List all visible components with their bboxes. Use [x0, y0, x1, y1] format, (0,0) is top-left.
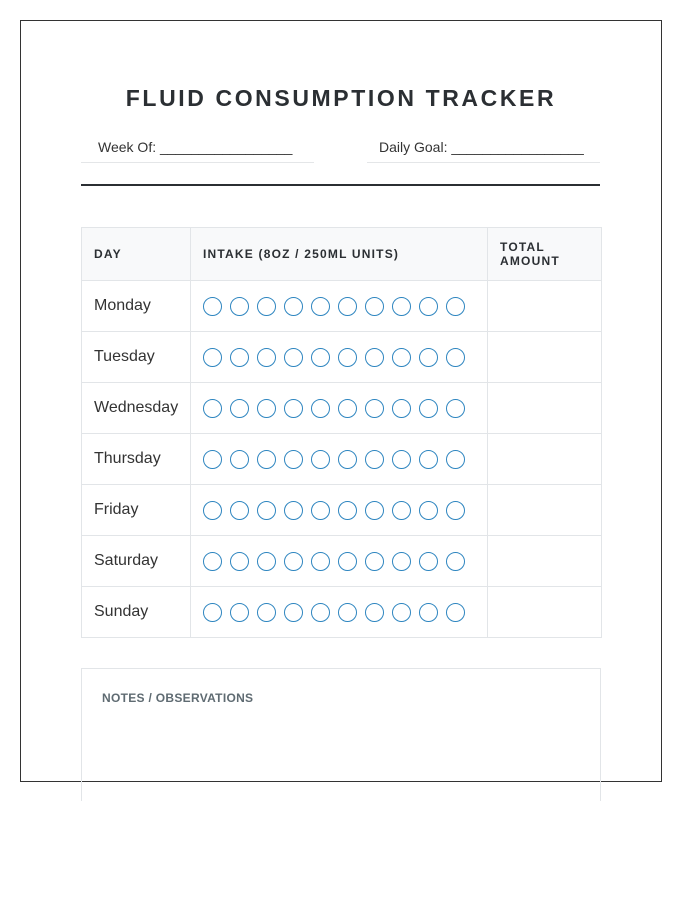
intake-unit-circle-icon[interactable] — [446, 603, 465, 622]
intake-unit-circle-icon[interactable] — [230, 399, 249, 418]
intake-unit-circle-icon[interactable] — [419, 450, 438, 469]
intake-circles — [203, 348, 475, 367]
intake-unit-circle-icon[interactable] — [257, 501, 276, 520]
total-amount-cell[interactable] — [488, 434, 602, 485]
table-header-row — [82, 228, 602, 281]
intake-unit-circle-icon[interactable] — [257, 399, 276, 418]
intake-unit-circle-icon[interactable] — [419, 348, 438, 367]
intake-unit-circle-icon[interactable] — [311, 552, 330, 571]
intake-unit-circle-icon[interactable] — [365, 501, 384, 520]
intake-unit-circle-icon[interactable] — [203, 297, 222, 316]
intake-unit-circle-icon[interactable] — [203, 348, 222, 367]
table-row — [82, 485, 602, 536]
intake-unit-circle-icon[interactable] — [203, 399, 222, 418]
intake-unit-circle-icon[interactable] — [230, 450, 249, 469]
intake-cell — [191, 536, 488, 587]
intake-unit-circle-icon[interactable] — [284, 603, 303, 622]
column-header-day: DAY — [82, 228, 191, 281]
intake-circles — [203, 552, 475, 571]
intake-unit-circle-icon[interactable] — [419, 603, 438, 622]
intake-unit-circle-icon[interactable] — [419, 552, 438, 571]
intake-unit-circle-icon[interactable] — [365, 552, 384, 571]
daily-goal-blank[interactable]: _________________ — [451, 139, 584, 155]
table-row — [82, 332, 602, 383]
intake-unit-circle-icon[interactable] — [419, 297, 438, 316]
intake-unit-circle-icon[interactable] — [284, 450, 303, 469]
day-cell: Friday — [82, 485, 191, 536]
total-amount-cell[interactable] — [488, 332, 602, 383]
intake-unit-circle-icon[interactable] — [392, 348, 411, 367]
intake-unit-circle-icon[interactable] — [311, 450, 330, 469]
intake-cell — [191, 281, 488, 332]
intake-unit-circle-icon[interactable] — [392, 603, 411, 622]
intake-unit-circle-icon[interactable] — [311, 501, 330, 520]
intake-unit-circle-icon[interactable] — [230, 603, 249, 622]
total-amount-cell[interactable] — [488, 587, 602, 638]
page-bottom-margin — [0, 801, 700, 900]
intake-unit-circle-icon[interactable] — [311, 399, 330, 418]
intake-unit-circle-icon[interactable] — [392, 297, 411, 316]
day-cell: Tuesday — [82, 332, 191, 383]
notes-label: NOTES / OBSERVATIONS — [102, 691, 254, 705]
intake-unit-circle-icon[interactable] — [365, 297, 384, 316]
intake-unit-circle-icon[interactable] — [311, 297, 330, 316]
table-row — [82, 434, 602, 485]
intake-unit-circle-icon[interactable] — [203, 501, 222, 520]
total-amount-cell[interactable] — [488, 536, 602, 587]
intake-unit-circle-icon[interactable] — [338, 348, 357, 367]
day-cell: Sunday — [82, 587, 191, 638]
intake-unit-circle-icon[interactable] — [257, 297, 276, 316]
intake-unit-circle-icon[interactable] — [365, 450, 384, 469]
intake-unit-circle-icon[interactable] — [230, 348, 249, 367]
intake-circles — [203, 501, 475, 520]
intake-unit-circle-icon[interactable] — [284, 399, 303, 418]
header-divider — [81, 184, 600, 186]
intake-unit-circle-icon[interactable] — [203, 603, 222, 622]
day-cell: Monday — [82, 281, 191, 332]
table-row — [82, 536, 602, 587]
intake-unit-circle-icon[interactable] — [446, 297, 465, 316]
intake-unit-circle-icon[interactable] — [446, 450, 465, 469]
intake-circles — [203, 603, 475, 622]
intake-unit-circle-icon[interactable] — [230, 501, 249, 520]
intake-unit-circle-icon[interactable] — [446, 552, 465, 571]
intake-unit-circle-icon[interactable] — [392, 450, 411, 469]
table-row — [82, 383, 602, 434]
intake-unit-circle-icon[interactable] — [230, 552, 249, 571]
day-cell: Wednesday — [82, 383, 191, 434]
intake-unit-circle-icon[interactable] — [311, 603, 330, 622]
intake-unit-circle-icon[interactable] — [257, 348, 276, 367]
intake-unit-circle-icon[interactable] — [284, 501, 303, 520]
week-of-field[interactable] — [81, 135, 314, 163]
daily-goal-field[interactable] — [367, 135, 600, 163]
total-amount-cell[interactable] — [488, 281, 602, 332]
intake-unit-circle-icon[interactable] — [257, 603, 276, 622]
intake-unit-circle-icon[interactable] — [392, 552, 411, 571]
intake-unit-circle-icon[interactable] — [392, 501, 411, 520]
intake-unit-circle-icon[interactable] — [338, 399, 357, 418]
intake-unit-circle-icon[interactable] — [338, 297, 357, 316]
week-of-label: Week Of: — [98, 139, 157, 155]
intake-unit-circle-icon[interactable] — [203, 450, 222, 469]
intake-unit-circle-icon[interactable] — [203, 552, 222, 571]
intake-cell — [191, 485, 488, 536]
column-header-total: TOTAL AMOUNT — [488, 228, 602, 281]
intake-cell — [191, 383, 488, 434]
intake-unit-circle-icon[interactable] — [365, 603, 384, 622]
intake-unit-circle-icon[interactable] — [446, 399, 465, 418]
intake-cell — [191, 434, 488, 485]
intake-unit-circle-icon[interactable] — [311, 348, 330, 367]
intake-unit-circle-icon[interactable] — [419, 399, 438, 418]
intake-unit-circle-icon[interactable] — [338, 501, 357, 520]
week-of-blank[interactable]: _________________ — [159, 139, 293, 155]
intake-unit-circle-icon[interactable] — [365, 399, 384, 418]
table-row — [82, 587, 602, 638]
intake-unit-circle-icon[interactable] — [446, 501, 465, 520]
intake-unit-circle-icon[interactable] — [284, 297, 303, 316]
intake-unit-circle-icon[interactable] — [338, 450, 357, 469]
tracker-table — [81, 227, 602, 638]
intake-unit-circle-icon[interactable] — [284, 552, 303, 571]
page-title: FLUID CONSUMPTION TRACKER — [125, 85, 557, 111]
intake-circles — [203, 297, 475, 316]
intake-unit-circle-icon[interactable] — [338, 603, 357, 622]
intake-unit-circle-icon[interactable] — [257, 552, 276, 571]
intake-unit-circle-icon[interactable] — [365, 348, 384, 367]
intake-cell — [191, 587, 488, 638]
total-amount-cell[interactable] — [488, 383, 602, 434]
total-amount-cell[interactable] — [488, 485, 602, 536]
daily-goal-label: Daily Goal: — [379, 139, 448, 155]
intake-unit-circle-icon[interactable] — [338, 552, 357, 571]
intake-cell — [191, 332, 488, 383]
day-cell: Saturday — [82, 536, 191, 587]
intake-unit-circle-icon[interactable] — [446, 348, 465, 367]
intake-unit-circle-icon[interactable] — [419, 501, 438, 520]
table-row — [82, 281, 602, 332]
intake-unit-circle-icon[interactable] — [284, 348, 303, 367]
column-header-intake: INTAKE (8OZ / 250ML UNITS) — [191, 228, 488, 281]
intake-circles — [203, 450, 475, 469]
intake-unit-circle-icon[interactable] — [230, 297, 249, 316]
intake-unit-circle-icon[interactable] — [392, 399, 411, 418]
day-cell: Thursday — [82, 434, 191, 485]
intake-unit-circle-icon[interactable] — [257, 450, 276, 469]
intake-circles — [203, 399, 475, 418]
